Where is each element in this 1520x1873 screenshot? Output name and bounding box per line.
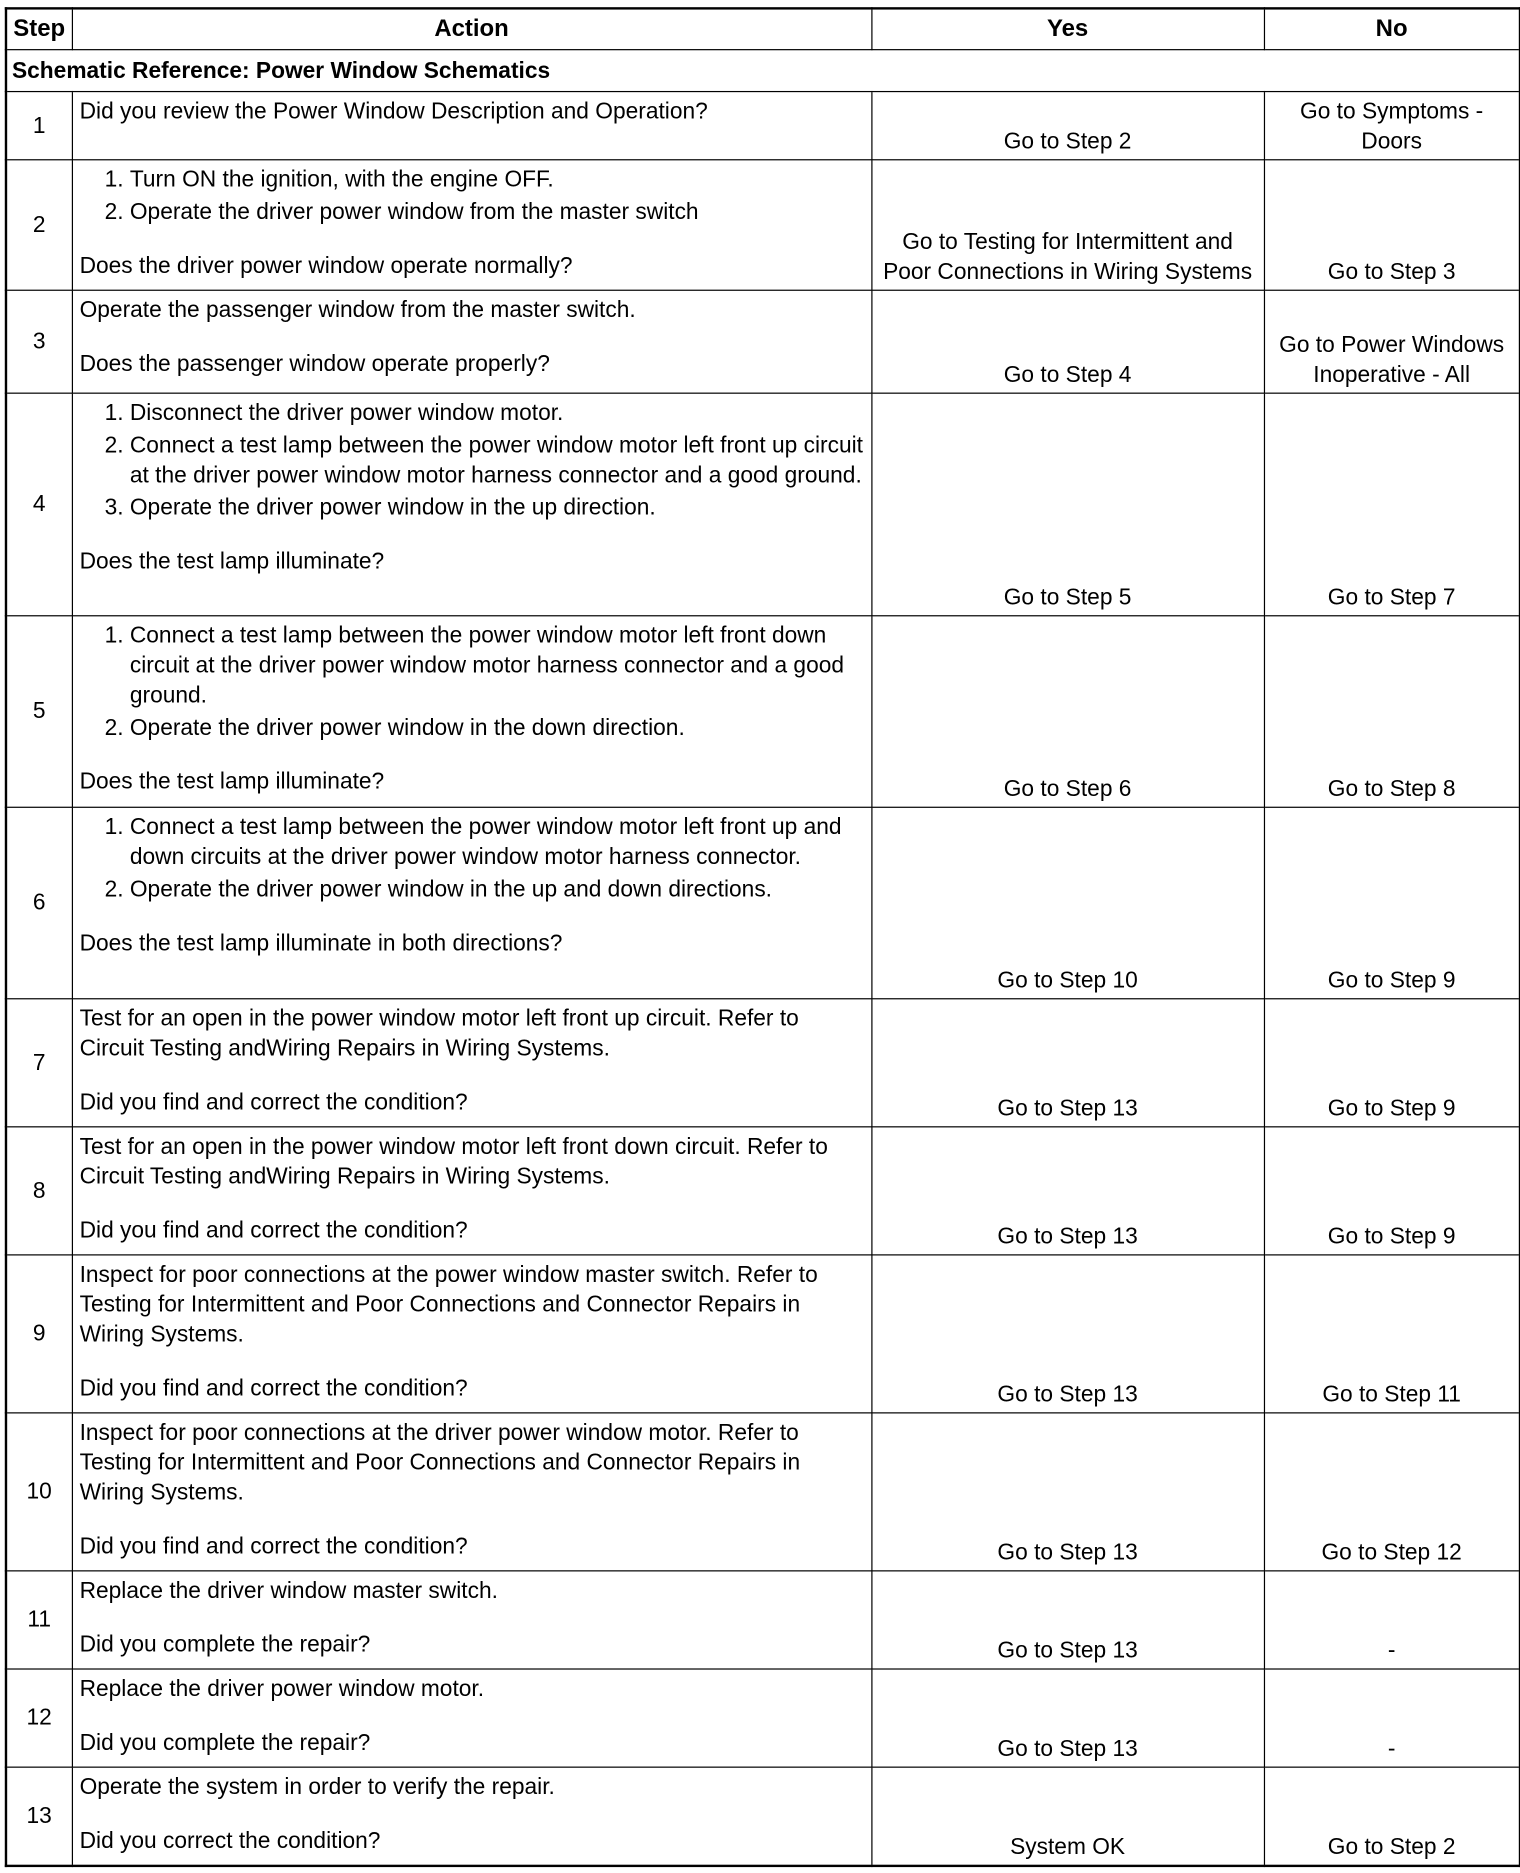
action-question: Does the passenger window operate properly? bbox=[79, 351, 550, 378]
action-question: Did you find and correct the condition? bbox=[79, 1218, 468, 1244]
action-step-item: 1. Connect a test lamp between the power window motor left front down circuit at the driver power window motor harness connector and a good ground. bbox=[130, 621, 866, 711]
action-question: Does the test lamp illuminate? bbox=[79, 549, 385, 575]
no-result: Go to Symptoms - Doors bbox=[1264, 92, 1520, 160]
action-instruction: Inspect for poor connections at the driver power window motor. Refer to Testing for Intermittent and Poor Connections and Connector Repairs in Wiring Systems. bbox=[79, 1420, 801, 1506]
yes-result: Go to Step 13 bbox=[871, 1669, 1264, 1767]
action-question: Did you find and correct the condition? bbox=[79, 1090, 468, 1116]
no-result: Go to Step 11 bbox=[1264, 1255, 1520, 1413]
no-result: Go to Step 7 bbox=[1264, 393, 1520, 616]
no-result: - bbox=[1264, 1571, 1520, 1669]
action-step-item: 2. Operate the driver power window in the up and down directions. bbox=[130, 875, 866, 905]
action-instruction: Operate the system in order to verify the repair. bbox=[79, 1774, 555, 1801]
yes-result: Go to Step 4 bbox=[871, 290, 1264, 393]
action-instruction: Replace the driver window master switch. bbox=[79, 1578, 498, 1604]
no-result: Go to Step 12 bbox=[1264, 1413, 1520, 1571]
action-instruction: Test for an open in the power window motor left front down circuit. Refer to Circuit Testing andWiring Repairs in Wiring Systems. bbox=[79, 1134, 828, 1190]
action-cell bbox=[72, 290, 871, 393]
yes-result: System OK bbox=[871, 1767, 1264, 1865]
action-step-item: 1. Turn ON the ignition, with the engine OFF. bbox=[130, 165, 866, 195]
header-no: No bbox=[1264, 8, 1520, 49]
step-number: 11 bbox=[6, 1571, 72, 1669]
no-result: Go to Step 9 bbox=[1264, 999, 1520, 1127]
action-question: Did you complete the repair? bbox=[79, 1632, 371, 1658]
step-number: 6 bbox=[6, 807, 72, 998]
yes-result: Go to Step 13 bbox=[871, 1127, 1264, 1255]
schematic-reference: Schematic Reference: Power Window Schematics bbox=[6, 50, 1520, 92]
step-number: 4 bbox=[6, 393, 72, 616]
table-row bbox=[6, 160, 1520, 290]
action-question: Did you find and correct the condition? bbox=[79, 1376, 468, 1402]
action-cell bbox=[72, 1255, 871, 1413]
action-cell bbox=[72, 160, 871, 290]
yes-result: Go to Step 6 bbox=[871, 616, 1264, 807]
action-cell bbox=[72, 807, 871, 998]
yes-result: Go to Testing for Intermittent and Poor Connections in Wiring Systems bbox=[871, 160, 1264, 290]
action-step-item: 2. Connect a test lamp between the power window motor left front up circuit at the driver power window motor harness connector and a good ground. bbox=[130, 431, 866, 491]
step-number: 10 bbox=[6, 1413, 72, 1571]
step-number: 12 bbox=[6, 1669, 72, 1767]
step-number: 8 bbox=[6, 1127, 72, 1255]
action-step-item: 1. Connect a test lamp between the power window motor left front up and down circuits at the driver power window motor harness connector. bbox=[130, 813, 866, 873]
action-steps-list bbox=[80, 399, 866, 523]
action-question: Did you complete the repair? bbox=[79, 1730, 371, 1756]
action-step-item: 3. Operate the driver power window in the up direction. bbox=[130, 493, 866, 523]
table-row bbox=[6, 92, 1520, 160]
schematic-reference-row bbox=[6, 50, 1520, 92]
table-row bbox=[6, 1767, 1520, 1865]
action-cell bbox=[72, 999, 871, 1127]
yes-result: Go to Step 13 bbox=[871, 1255, 1264, 1413]
no-result: Go to Step 9 bbox=[1264, 807, 1520, 998]
no-result: Go to Power Windows Inoperative - All bbox=[1264, 290, 1520, 393]
action-steps-list bbox=[80, 165, 866, 227]
action-question: Did you find and correct the condition? bbox=[79, 1534, 468, 1560]
step-number: 1 bbox=[6, 92, 72, 160]
action-steps-list bbox=[80, 813, 866, 905]
step-number: 5 bbox=[6, 616, 72, 807]
table-row bbox=[6, 1571, 1520, 1669]
table-row bbox=[6, 393, 1520, 616]
no-result: - bbox=[1264, 1669, 1520, 1767]
header-step: Step bbox=[6, 8, 72, 49]
action-cell bbox=[72, 1669, 871, 1767]
yes-result: Go to Step 10 bbox=[871, 807, 1264, 998]
header-yes: Yes bbox=[871, 8, 1264, 49]
step-number: 7 bbox=[6, 999, 72, 1127]
yes-result: Go to Step 13 bbox=[871, 999, 1264, 1127]
no-result: Go to Step 8 bbox=[1264, 616, 1520, 807]
action-instruction: Replace the driver power window motor. bbox=[79, 1676, 485, 1702]
no-result: Go to Step 3 bbox=[1264, 160, 1520, 290]
action-cell bbox=[72, 1127, 871, 1255]
header-action: Action bbox=[72, 8, 871, 49]
yes-result: Go to Step 13 bbox=[871, 1571, 1264, 1669]
step-number: 3 bbox=[6, 290, 72, 393]
step-number: 2 bbox=[6, 160, 72, 290]
table-row bbox=[6, 999, 1520, 1127]
action-step-item: 1. Disconnect the driver power window motor. bbox=[130, 399, 866, 429]
action-cell bbox=[72, 1413, 871, 1571]
action-question: Did you review the Power Window Description and Operation? bbox=[79, 99, 708, 125]
action-question: Did you correct the condition? bbox=[79, 1828, 381, 1854]
table-row bbox=[6, 1127, 1520, 1255]
action-instruction: Test for an open in the power window motor left front up circuit. Refer to Circuit Testing andWiring Repairs in Wiring Systems. bbox=[79, 1006, 799, 1062]
action-cell bbox=[72, 616, 871, 807]
action-cell bbox=[72, 92, 871, 160]
action-step-item: 2. Operate the driver power window from the master switch bbox=[130, 197, 866, 227]
step-number: 9 bbox=[6, 1255, 72, 1413]
yes-result: Go to Step 13 bbox=[871, 1413, 1264, 1571]
table-row bbox=[6, 807, 1520, 998]
no-result: Go to Step 9 bbox=[1264, 1127, 1520, 1255]
diagnostic-table bbox=[5, 7, 1520, 1866]
no-result: Go to Step 2 bbox=[1264, 1767, 1520, 1865]
action-question: Does the driver power window operate normally? bbox=[79, 253, 573, 279]
yes-result: Go to Step 2 bbox=[871, 92, 1264, 160]
action-cell bbox=[72, 393, 871, 616]
action-question: Does the test lamp illuminate in both directions? bbox=[79, 931, 563, 957]
header-row bbox=[6, 8, 1520, 49]
action-step-item: 2. Operate the driver power window in the down direction. bbox=[130, 713, 866, 743]
action-instruction: Inspect for poor connections at the power window master switch. Refer to Testing for Intermittent and Poor Connections and Connector Repairs in Wiring Systems. bbox=[79, 1262, 818, 1348]
table-row bbox=[6, 1413, 1520, 1571]
action-instruction: Operate the passenger window from the master switch. bbox=[79, 298, 636, 324]
table-row bbox=[6, 1255, 1520, 1413]
table-row bbox=[6, 1669, 1520, 1767]
action-question: Does the test lamp illuminate? bbox=[79, 769, 385, 795]
step-number: 13 bbox=[6, 1767, 72, 1865]
table-row bbox=[6, 290, 1520, 393]
action-cell bbox=[72, 1767, 871, 1865]
yes-result: Go to Step 5 bbox=[871, 393, 1264, 616]
action-cell bbox=[72, 1571, 871, 1669]
action-steps-list bbox=[80, 621, 866, 743]
table-row bbox=[6, 616, 1520, 807]
